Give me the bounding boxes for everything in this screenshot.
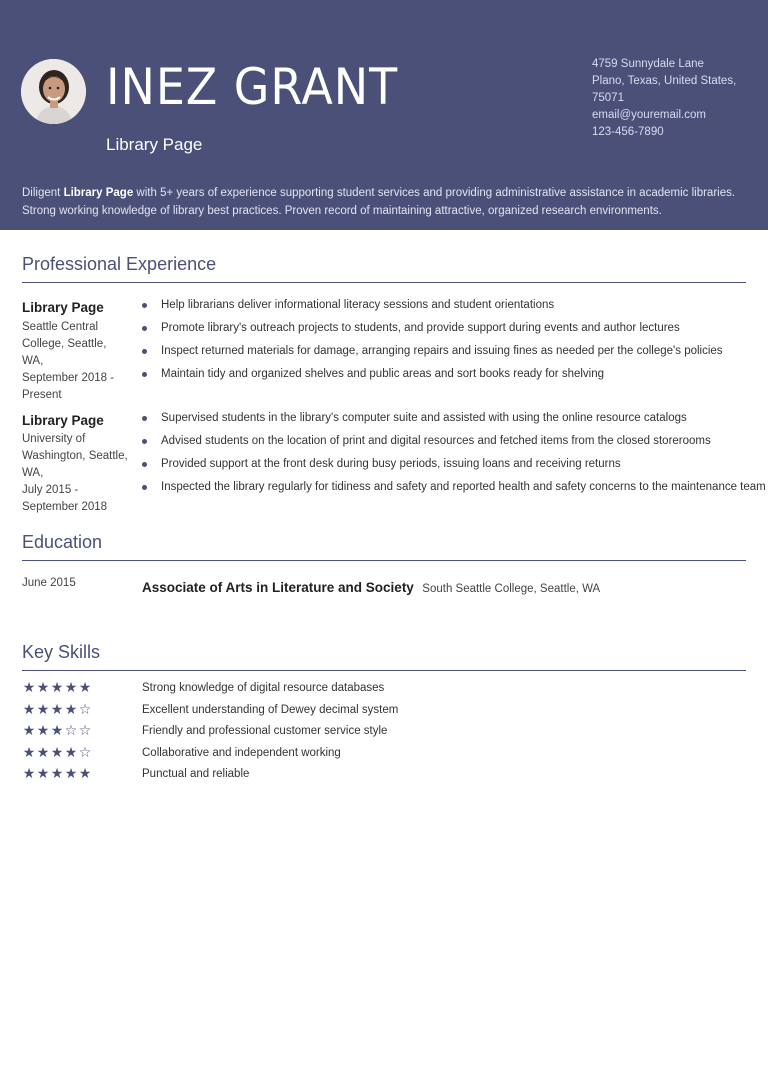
job-1-meta-line: Present: [22, 389, 62, 401]
star-filled-icon: ★: [64, 744, 78, 761]
star-filled-icon: ★: [22, 723, 36, 739]
job-1-meta-line: College, Seattle, WA,: [22, 338, 107, 367]
contact-info: [592, 56, 752, 141]
education-date: June 2015: [22, 577, 76, 589]
job-1-meta-line: Seattle Central: [22, 321, 99, 333]
address-street: 4759 Sunnydale Lane: [592, 58, 704, 70]
job-2-title: Library Page: [22, 413, 104, 428]
star-filled-icon: ★: [22, 680, 36, 696]
skill-row: [22, 723, 746, 745]
email-link[interactable]: email@youremail.com: [592, 109, 706, 121]
education-entry: [142, 579, 600, 597]
skill-name: Punctual and reliable: [142, 768, 250, 780]
skill-name: Collaborative and independent working: [142, 746, 341, 759]
star-filled-icon: ★: [50, 701, 64, 718]
person-photo-icon: [21, 59, 86, 124]
star-filled-icon: ★: [64, 680, 78, 696]
education-divider: [22, 560, 746, 561]
star-rating: [22, 745, 92, 761]
job-2-meta-line: July 2015 -: [22, 484, 79, 496]
skills-divider: [22, 670, 746, 671]
list-item: Help librarians deliver informational literacy sessions and student orientations: [142, 294, 752, 317]
star-rating: [22, 766, 92, 782]
education-school: South Seattle College, Seattle, WA: [422, 583, 601, 595]
star-rating: [22, 680, 92, 696]
job-1-bullets: [142, 294, 752, 386]
job-1-meta: [22, 319, 130, 404]
summary-highlight: Library Page: [63, 187, 134, 199]
star-empty-icon: ☆: [64, 723, 78, 739]
skills-list: [22, 680, 746, 788]
experience-divider: [22, 282, 746, 283]
skill-name: Excellent understanding of Dewey decimal system: [142, 703, 399, 716]
star-filled-icon: ★: [78, 766, 92, 782]
list-item: Inspect returned materials for damage, arranging repairs and issuing fines as needed per the college's policies: [142, 340, 752, 363]
star-filled-icon: ★: [36, 744, 50, 761]
phone-number: 123-456-7890: [592, 126, 664, 138]
star-filled-icon: ★: [50, 744, 64, 761]
job-2-bullets: [142, 407, 766, 499]
star-filled-icon: ★: [50, 680, 64, 696]
star-filled-icon: ★: [64, 766, 78, 782]
star-filled-icon: ★: [36, 766, 50, 782]
address-zip: 75071: [592, 92, 624, 104]
star-rating: [22, 702, 92, 718]
star-empty-icon: ☆: [78, 701, 92, 718]
star-empty-icon: ☆: [78, 744, 92, 761]
job-2-meta-line: University of: [22, 433, 86, 445]
star-filled-icon: ★: [36, 680, 50, 696]
education-degree: Associate of Arts in Literature and Society: [142, 580, 414, 595]
job-title: Library Page: [106, 135, 203, 154]
star-filled-icon: ★: [78, 680, 92, 696]
star-filled-icon: ★: [22, 701, 36, 718]
address-city: Plano, Texas, United States,: [592, 75, 737, 87]
experience-heading: Professional Experience: [22, 254, 217, 274]
star-filled-icon: ★: [36, 701, 50, 718]
education-heading: Education: [22, 532, 103, 552]
skill-row: [22, 680, 746, 702]
list-item: Supervised students in the library's computer suite and assisted with using the online resource catalogs: [142, 407, 752, 430]
skill-name: Strong knowledge of digital resource databases: [142, 682, 385, 694]
summary-text: with 5+ years of experience supporting student services and providing administrative assistance in academic libraries. Strong working knowledge of library best practices. Proven record of maintaining attractive, organized research environments.: [22, 187, 736, 217]
skill-row: [22, 702, 746, 724]
star-rating: [22, 723, 92, 739]
skill-name: Friendly and professional customer service style: [142, 725, 388, 737]
summary-prefix: Diligent: [22, 187, 64, 199]
star-filled-icon: ★: [36, 723, 50, 739]
job-1-meta-line: September 2018 -: [22, 372, 115, 384]
job-2-meta: [22, 431, 130, 516]
job-2-meta-line: WA,: [22, 467, 44, 479]
skill-row: [22, 745, 746, 767]
list-item: Promote library's outreach projects to students, and provide support during events and author lectures: [142, 317, 752, 340]
profile-photo: [21, 59, 86, 124]
star-filled-icon: ★: [64, 701, 78, 718]
star-filled-icon: ★: [22, 744, 36, 761]
job-1-title: Library Page: [22, 300, 104, 315]
list-item: Advised students on the location of print and digital resources and fetched items from the closed storerooms: [142, 430, 752, 453]
candidate-name: INEZ GRANT: [106, 58, 399, 116]
star-empty-icon: ☆: [78, 723, 92, 739]
star-filled-icon: ★: [50, 766, 64, 782]
resume-header: [0, 0, 768, 230]
star-filled-icon: ★: [22, 766, 36, 782]
skill-row: [22, 766, 746, 788]
job-2-meta-line: September 2018: [22, 501, 108, 513]
star-filled-icon: ★: [50, 723, 64, 739]
job-2-meta-line: Washington, Seattle,: [22, 450, 128, 462]
list-item: Inspected the library regularly for tidiness and safety and reported health and safety concerns to the maintenance team: [142, 476, 752, 499]
professional-summary: [22, 184, 744, 220]
list-item: Provided support at the front desk during busy periods, issuing loans and receiving returns: [142, 453, 752, 476]
list-item: Maintain tidy and organized shelves and public areas and sort books ready for shelving: [142, 363, 752, 386]
skills-heading: Key Skills: [22, 642, 101, 662]
